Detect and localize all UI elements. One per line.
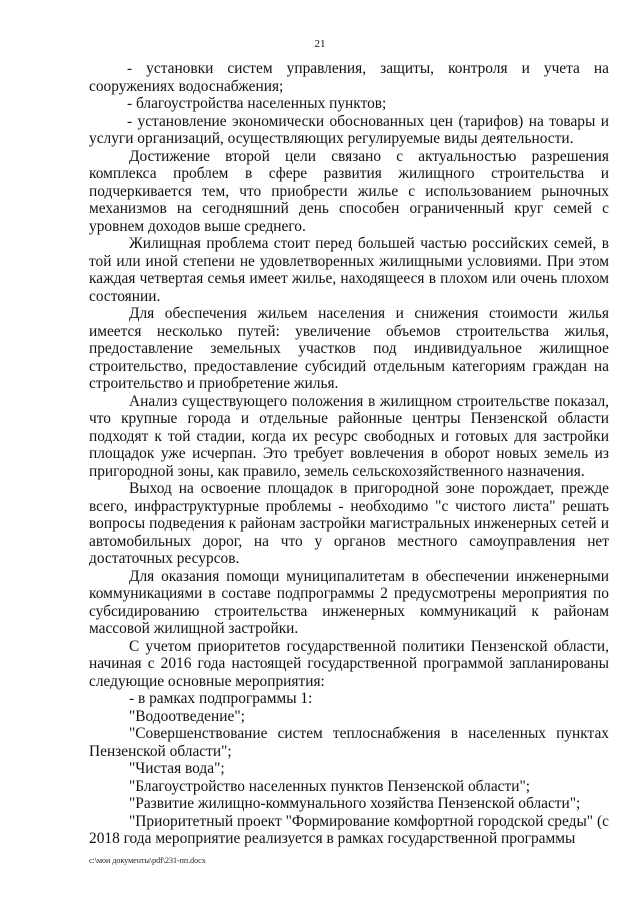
paragraph: Для оказания помощи муниципалитетам в обеспечении инженерными коммуникациями в составе подпрограммы 2 предусмотрены мероприятия по субсидированию строительства инженерных коммуникаций к районам массовой жилищной застройки. — [89, 567, 609, 637]
paragraph: Жилищная проблема стоит перед большей частью российских семей, в той или иной степени не удовлетворенных жилищными условиями. При этом каждая четвертая семья имеет жилье, находящееся в плохом или очень плохом состоянии. — [89, 235, 609, 305]
list-item: - установление экономически обоснованных цен (тарифов) на товары и услуги организаций, осуществляющих регулируемые виды деятельности. — [89, 112, 609, 147]
list-item: - в рамках подпрограммы 1: — [129, 690, 313, 707]
paragraph: Анализ существующего положения в жилищном строительстве показал, что крупные города и отдельные районные центры Пензенской области подходят к той стадии, когда их ресурс свободных и готовых для застройки площадок уже исчерпан. Это требует вовлечения в оборот новых земель из пригородной зоны, как правило, земель сельскохозяйственного назначения. — [89, 392, 609, 480]
list-item: "Приоритетный проект "Формирование комфортной городской среды" (с 2018 года мероприятие реализуется в рамках государственной программы — [89, 812, 609, 847]
page-number: 21 — [314, 38, 326, 50]
list-item: "Водоотведение"; — [129, 707, 245, 725]
paragraph: С учетом приоритетов государственной политики Пензенской области, начиная с 2016 года настоящей государственной программой запланированы следующие основные мероприятия: — [89, 637, 609, 690]
document-body — [89, 60, 609, 848]
list-item: "Благоустройство населенных пунктов Пензенской области"; — [129, 777, 530, 795]
file-path-footer: c:\мои документы\pdf\231-пп.docx — [89, 856, 206, 865]
list-item: - благоустройства населенных пунктов; — [127, 95, 387, 112]
list-item: "Чистая вода"; — [129, 760, 225, 777]
list-item: "Совершенствование систем теплоснабжения в населенных пунктах Пензенской области"; — [89, 725, 609, 760]
list-item: "Развитие жилищно-коммунального хозяйства Пензенской области"; — [129, 795, 581, 812]
paragraph: Достижение второй цели связано с актуальностью разрешения комплекса проблем в сфере развития жилищного строительства и подчеркивается тем, что приобрести жилье с использованием рыночных механизмов на сегодняшний день способен ограниченный круг семей с уровнем доходов выше среднего. — [89, 147, 609, 235]
paragraph: Для обеспечения жильем населения и снижения стоимости жилья имеется несколько путей: увеличение объемов строительства жилья, предоставление земельных участков под индивидуальное жилищное строительство, предоставление субсидий отдельным категориям граждан на строительство и приобретение жилья. — [89, 305, 609, 392]
paragraph: Выход на освоение площадок в пригородной зоне порождает, прежде всего, инфраструктурные проблемы - необходимо "с чистого листа" решать вопросы подведения к районам застройки магистральных инженерных сетей и автомобильных дорог, на что у органов местного самоуправления нет достаточных ресурсов. — [89, 480, 609, 567]
list-item: - установки систем управления, защиты, контроля и учета на сооружениях водоснабжения; — [89, 60, 609, 95]
